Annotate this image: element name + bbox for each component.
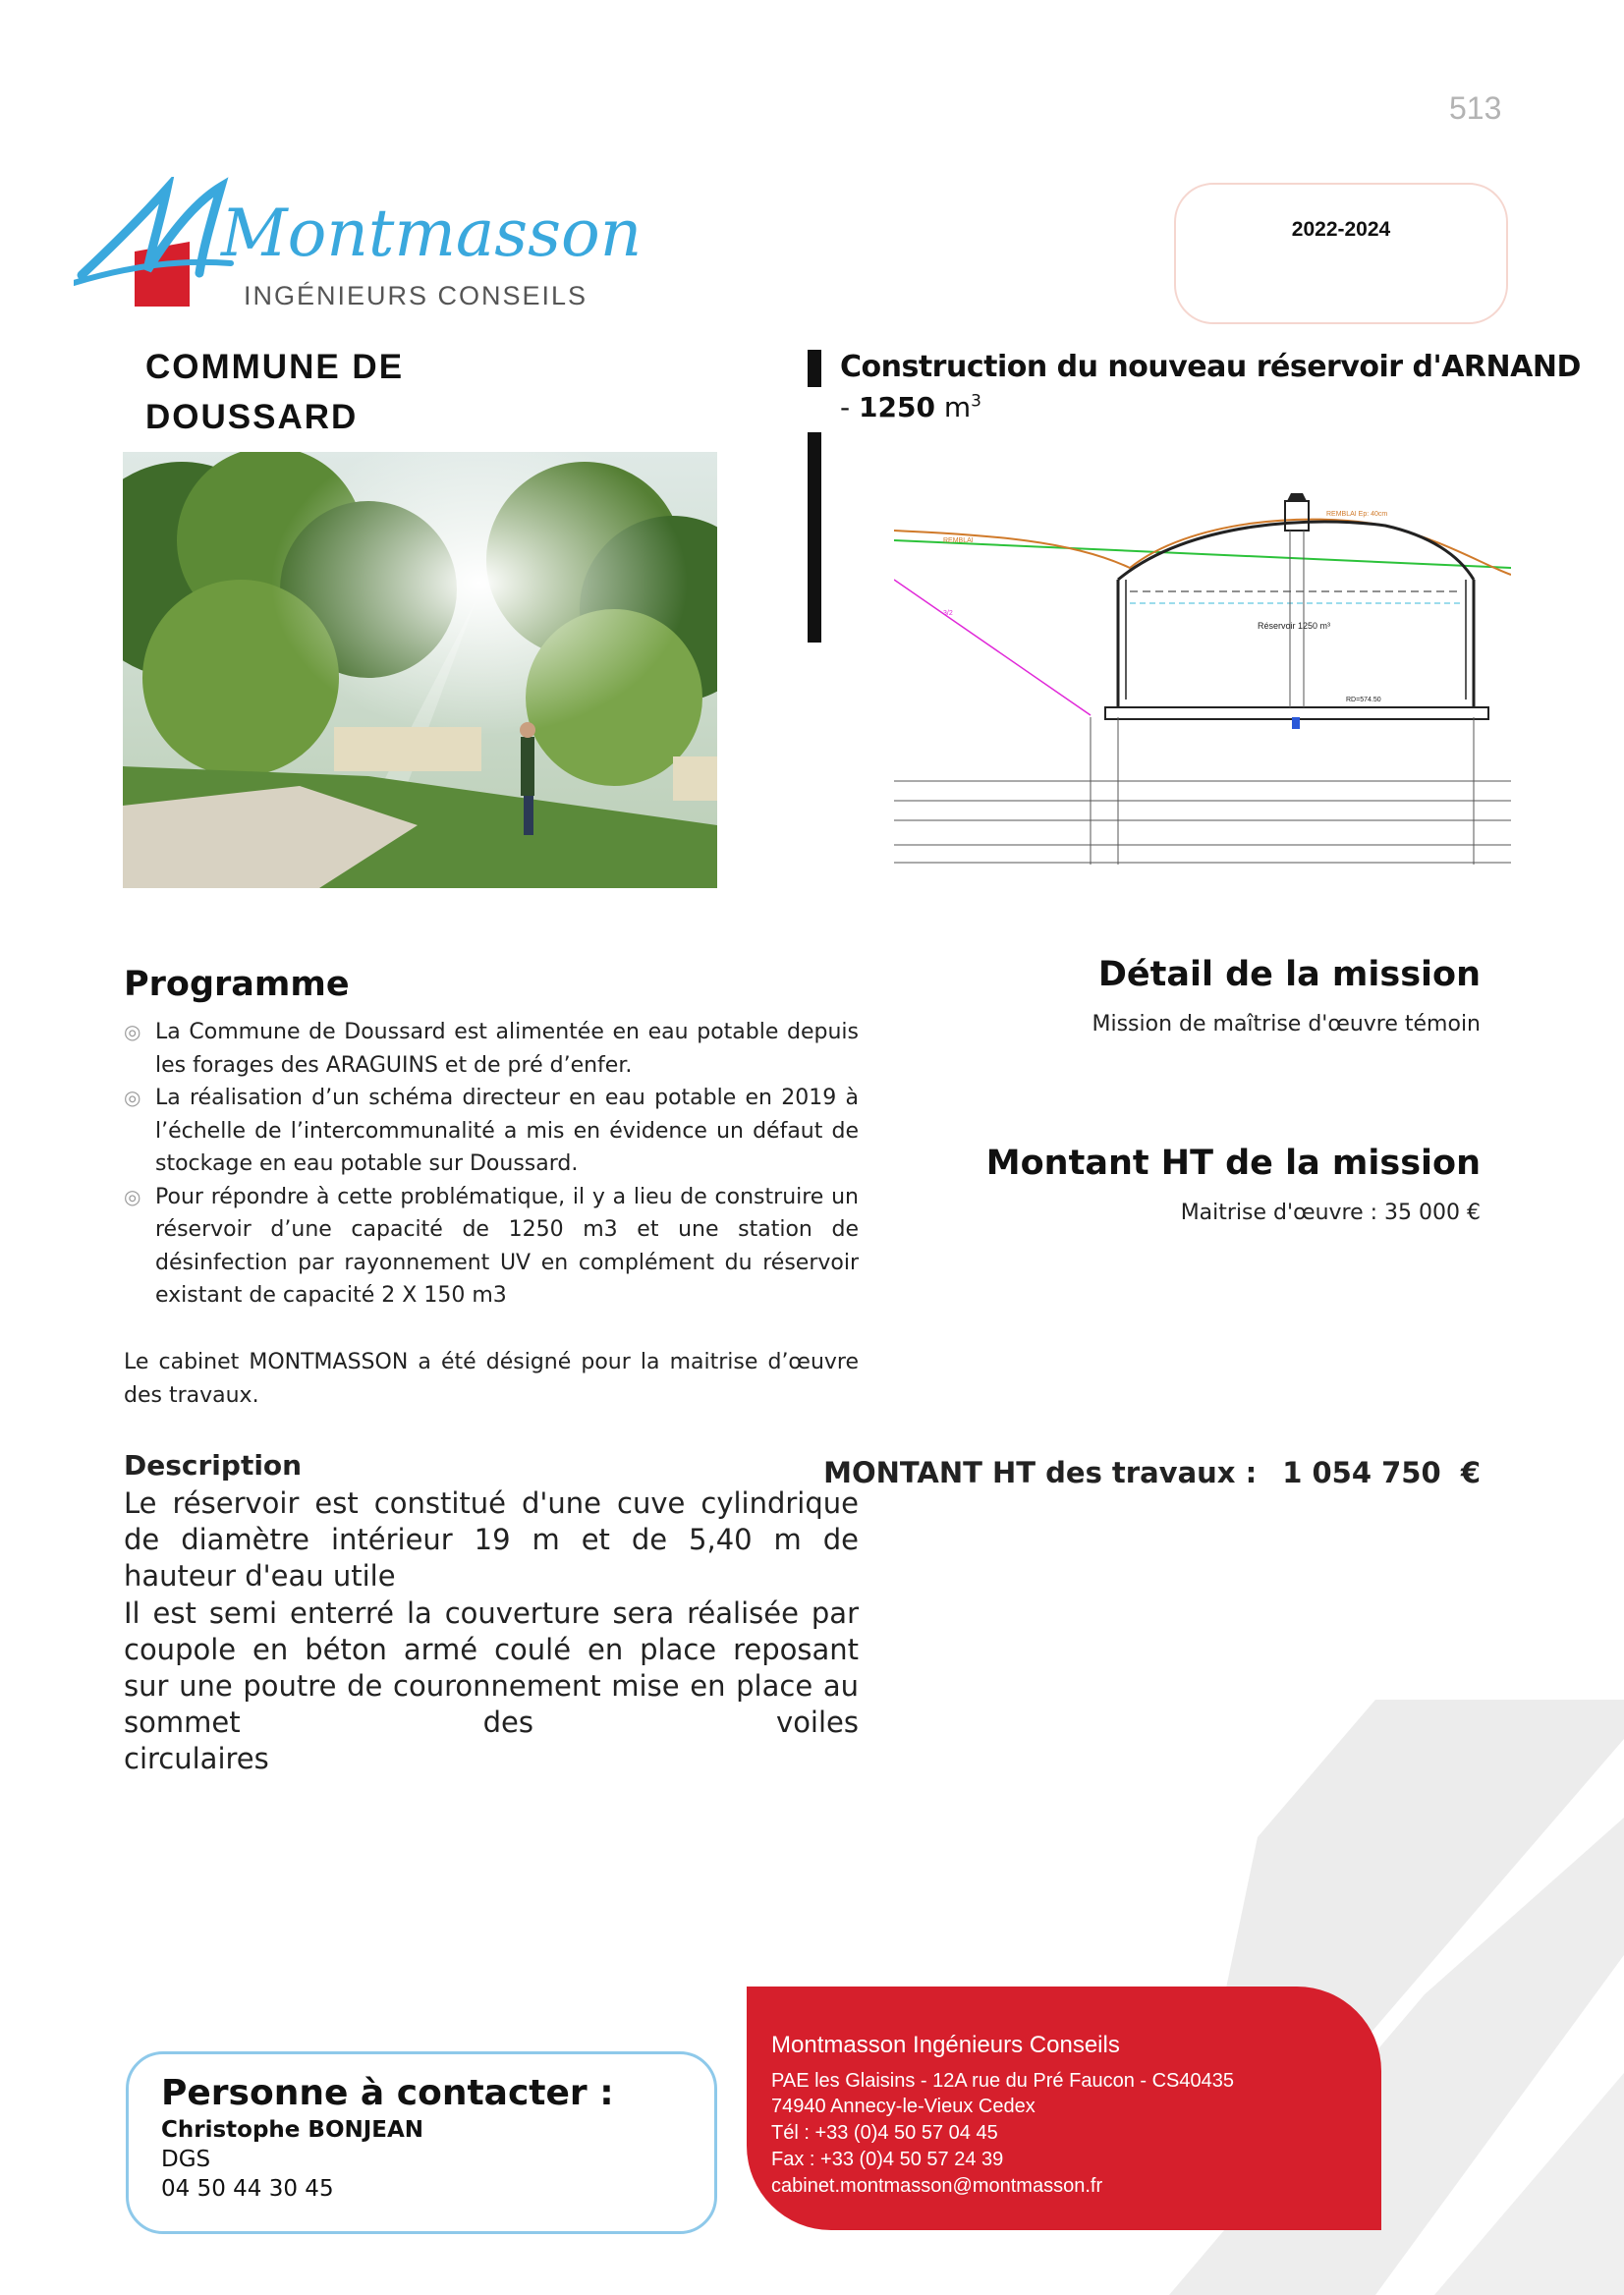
description-paragraph-1: Le réservoir est constitué d'une cuve cylindrique de diamètre intérieur 19 m et de 5,40 m de hauteur d'eau utile: [124, 1486, 859, 1593]
period-box: [1174, 183, 1508, 324]
description-heading: Description: [124, 1449, 303, 1482]
client-line2: DOUSSARD: [145, 398, 359, 436]
company-logo: [74, 177, 673, 314]
list-item: ◎ La réalisation d’un schéma directeur en eau potable en 2019 à l’échelle de l’intercommunalité a mis en évidence un défaut de stockage en eau potable sur Doussard.: [124, 1082, 859, 1181]
period: 2022-2024: [1291, 218, 1391, 241]
footer-address-2: 74940 Annecy-le-Vieux Cedex: [771, 2096, 1036, 2117]
title-bar: [808, 350, 821, 387]
svg-text:INGÉNIEURS CONSEILS: INGÉNIEURS CONSEILS: [244, 281, 588, 310]
contact-phone: 04 50 44 30 45: [161, 2176, 334, 2202]
svg-text:Réservoir 1250 m³: Réservoir 1250 m³: [1258, 621, 1331, 631]
mission-amount-value: Maitrise d'œuvre : 35 000 €: [1180, 1201, 1481, 1225]
project-title: Construction du nouveau réservoir d'ARNAND: [840, 350, 1581, 384]
programme-heading: Programme: [124, 965, 350, 1004]
contact-heading: Personne à contacter :: [161, 2073, 614, 2113]
client-line1: COMMUNE DE: [145, 348, 405, 386]
footer-email-link[interactable]: cabinet.montmasson@montmasson.fr: [771, 2175, 1103, 2197]
svg-text:RD=574.50: RD=574.50: [1346, 697, 1381, 703]
list-item: ◎ Pour répondre à cette problématique, il y a lieu de construire un réservoir d’une capacité de 1250 m3 et une station de désinfection par rayonnement UV en complément du réservoir existant de capacité 2 X 150 m3: [124, 1181, 859, 1313]
project-capacity: - 1250 $m^3$: [840, 391, 981, 423]
round-bullet-icon: ◎: [124, 1184, 141, 1208]
round-bullet-icon: ◎: [124, 1020, 141, 1043]
programme-list: [124, 1016, 859, 1313]
footer-address-1: PAE les Glaisins - 12A rue du Pré Faucon - CS40435: [771, 2070, 1234, 2092]
svg-text:Montmasson: Montmasson: [221, 196, 643, 271]
contact-role: DGS: [161, 2147, 211, 2172]
footer-fax: Fax : +33 (0)4 50 57 24 39: [771, 2149, 1004, 2170]
list-item: ◎ La Commune de Doussard est alimentée en eau potable depuis les forages des ARAGUINS et de pré d’enfer.: [124, 1016, 859, 1082]
contact-name: Christophe BONJEAN: [161, 2117, 424, 2143]
reservoir-forest-photo: [123, 452, 717, 888]
cabinet-statement: Le cabinet MONTMASSON a été désigné pour la maitrise d’œuvre des travaux.: [124, 1350, 859, 1408]
round-bullet-icon: ◎: [124, 1086, 141, 1109]
mission-amount-heading: Montant HT de la mission: [985, 1144, 1481, 1183]
svg-text:REMBLAI: REMBLAI: [943, 537, 974, 544]
svg-text:3/2: 3/2: [943, 610, 953, 617]
description-paragraph-2: Il est semi enterré la couverture sera réalisée par coupole en béton armé coulé en place reposant sur une poutre de couronnement mise en place au sommet des voiles circulaires: [124, 1596, 859, 1775]
montmasson-logo-icon: [74, 177, 673, 314]
side-bar: [808, 432, 821, 643]
svg-text:REMBLAI Ep: 40cm: REMBLAI Ep: 40cm: [1326, 511, 1388, 518]
works-amount: MONTANT HT des travaux : 1 054 750 €: [823, 1456, 1481, 1489]
footer-company: Montmasson Ingénieurs Conseils: [771, 2032, 1120, 2058]
mission-detail-value: Mission de maîtrise d'œuvre témoin: [1092, 1012, 1481, 1036]
footer-tel: Tél : +33 (0)4 50 57 04 45: [771, 2122, 998, 2144]
client-name: [145, 342, 404, 442]
mission-detail-heading: Détail de la mission: [1097, 955, 1481, 994]
reservoir-cross-section-plan: [894, 481, 1511, 874]
page-number: 513: [1449, 90, 1502, 126]
